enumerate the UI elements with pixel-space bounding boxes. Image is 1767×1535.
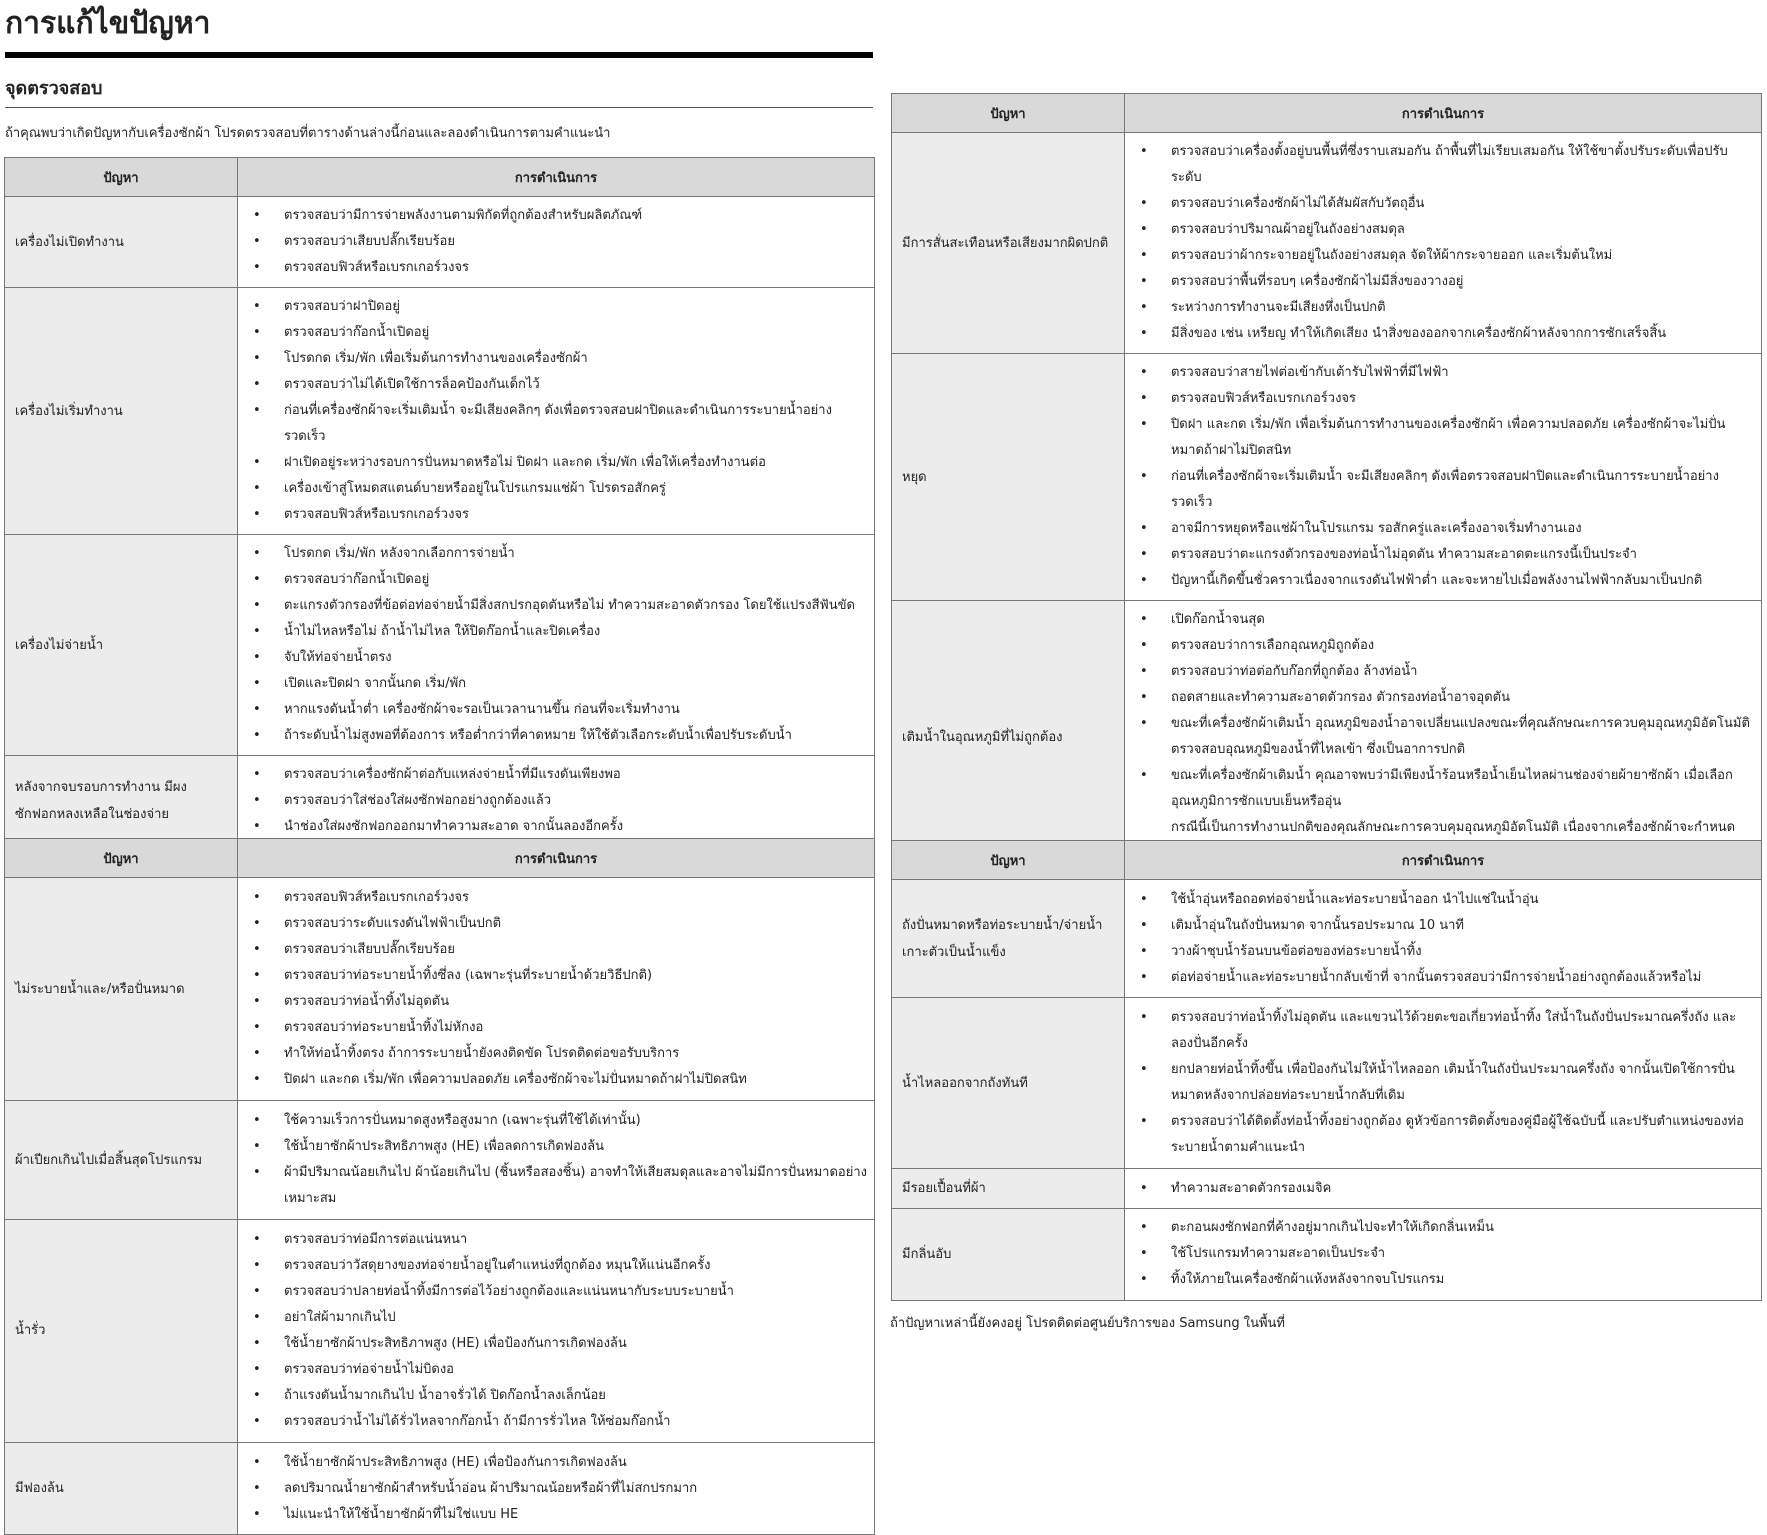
action-item: • น้ำไม่ไหลหรือไม่ ถ้าน้ำไม่ไหล ให้ปิดก๊อกน้ำและปิดเครื่อง [250,619,868,645]
table-row [892,998,1762,1169]
action-column-header: การดำเนินการ [238,839,875,878]
action-item: • เติมน้ำอุ่นในถังปั่นหมาด จากนั้นรอประมาณ 10 นาที [1137,913,1755,939]
problem-column-header: ปัญหา [5,839,238,878]
action-list [1137,1215,1755,1293]
action-item: • ใช้ความเร็วการปั่นหมาดสูงหรือสูงมาก (เฉพาะรุ่นที่ใช้ได้เท่านั้น) [250,1108,868,1134]
action-cell [1125,1169,1762,1208]
action-item: • ตรวจสอบว่าปลายท่อน้ำทิ้งมีการต่อไว้อย่างถูกต้องและแน่นหนากับระบบระบายน้ำ [250,1279,868,1305]
action-item: • จับให้ท่อจ่ายน้ำตรง [250,645,868,671]
table-header-row [5,158,875,197]
intro-text: ถ้าคุณพบว่าเกิดปัญหากับเครื่องซักผ้า โปรดตรวจสอบที่ตารางด้านล่างนี้ก่อนและลองดำเนินการตามคำแนะนำ [5,126,611,141]
action-cell [1125,998,1762,1169]
action-item: • ตรวจสอบว่าท่อต่อกับก๊อกที่ถูกต้อง ล้างท่อน้ำ [1137,659,1755,685]
action-item: • ตรวจสอบว่าใส่ช่องใส่ผงซักฟอกอย่างถูกต้องแล้ว [250,788,868,814]
action-item: • ตรวจสอบว่าเสียบปลั๊กเรียบร้อย [250,937,868,963]
action-item: • ตรวจสอบว่าผ้ากระจายอยู่ในถังอย่างสมดุล จัดให้ผ้ากระจายออก และเริ่มต้นใหม่ [1137,243,1755,269]
action-item: • อาจมีการหยุดหรือแช่ผ้าในโปรแกรม รอสักครู่และเครื่องอาจเริ่มทำงานเอง [1137,516,1755,542]
action-item: • ไม่แนะนำให้ใช้น้ำยาซักผ้าที่ไม่ใช่แบบ HE [250,1502,868,1528]
action-item: • เปิดและปิดฝา จากนั้นกด เริ่ม/พัก [250,671,868,697]
action-item: • ตรวจสอบว่าเครื่องตั้งอยู่บนพื้นที่ซึ่งราบเสมอกัน ถ้าพื้นที่ไม่เรียบเสมอกัน ให้ใช้ขาตั้งปรับระดับเพื่อปรับระดับ [1137,139,1755,191]
problem-cell: มีการสั่นสะเทือนหรือเสียงมากผิดปกติ [892,133,1125,354]
action-list [1137,360,1755,594]
problem-cell: ถังปั่นหมาดหรือท่อระบายน้ำ/จ่ายน้ำเกาะตัวเป็นน้ำแข็ง [892,880,1125,998]
action-item: • ตรวจสอบว่าสายไฟต่อเข้ากับเต้ารับไฟฟ้าที่มีไฟฟ้า [1137,360,1755,386]
action-column-header: การดำเนินการ [1125,94,1762,133]
table-row [892,880,1762,998]
problem-cell: เครื่องไม่เริ่มทำงาน [5,288,238,535]
table-row [5,197,875,288]
action-item: • ก่อนที่เครื่องซักผ้าจะเริ่มเติมน้ำ จะมีเสียงคลิกๆ ดังเพื่อตรวจสอบฝาปิดและดำเนินการระบายน้ำอย่างรวดเร็ว [1137,464,1755,516]
action-item: • ตรวจสอบฟิวส์หรือเบรกเกอร์วงจร [1137,386,1755,412]
action-column-header: การดำเนินการ [238,158,875,197]
action-item: • ตรวจสอบว่าปริมาณผ้าอยู่ในถังอย่างสมดุล [1137,217,1755,243]
action-item: • นำช่องใส่ผงซักฟอกออกมาทำความสะอาด จากนั้นลองอีกครั้ง [250,814,868,840]
action-item: • ตรวจสอบว่าท่อมีการต่อแน่นหนา [250,1227,868,1253]
action-item: • ทำให้ท่อน้ำทิ้งตรง ถ้าการระบายน้ำยังคงติดขัด โปรดติดต่อขอรับบริการ [250,1041,868,1067]
action-cell [1125,601,1762,874]
action-item: • ใช้โปรแกรมทำความสะอาดเป็นประจำ [1137,1241,1755,1267]
table-row [892,354,1762,601]
troubleshooting-table-1 [4,157,875,847]
action-item: • ยกปลายท่อน้ำทิ้งขึ้น เพื่อป้องกันไม่ให้น้ำไหลออก เติมน้ำในถังปั่นประมาณครึ่งถัง จากนั้นเปิดใช้การปั่นหมาดหลังจากปล่อยท่อระบายน้ำกลับที่เดิม [1137,1057,1755,1109]
troubleshooting-table-4 [891,840,1762,1301]
action-item: • ใช้น้ำยาซักผ้าประสิทธิภาพสูง (HE) เพื่อป้องกันการเกิดฟองล้น [250,1450,868,1476]
action-item: • ถ้าระดับน้ำไม่สูงพอที่ต้องการ หรือต่ำกว่าที่คาดหมาย ให้ใช้ตัวเลือกระดับน้ำเพื่อปรับระดับน้ำ [250,723,868,749]
action-cell [238,288,875,535]
problem-cell: เครื่องไม่เปิดทำงาน [5,197,238,288]
title-rule [5,52,873,58]
action-cell [238,878,875,1101]
table-row [892,1169,1762,1208]
action-item: • ก่อนที่เครื่องซักผ้าจะเริ่มเติมน้ำ จะมีเสียงคลิกๆ ดังเพื่อตรวจสอบฝาปิดและดำเนินการระบายน้ำอย่างรวดเร็ว [250,398,868,450]
problem-cell: มีรอยเปื้อนที่ผ้า [892,1169,1125,1208]
action-item: • ลดปริมาณน้ำยาซักผ้าสำหรับน้ำอ่อน ผ้าปริมาณน้อยหรือผ้าที่ไม่สกปรกมาก [250,1476,868,1502]
problem-cell: หยุด [892,354,1125,601]
action-item: • ปัญหานี้เกิดขึ้นชั่วคราวเนื่องจากแรงดันไฟฟ้าต่ำ และจะหายไปเมื่อพลังงานไฟฟ้ากลับมาเป็นปกติ [1137,568,1755,594]
action-item: • วางผ้าชุบน้ำร้อนบนข้อต่อของท่อระบายน้ำทิ้ง [1137,939,1755,965]
action-item: • ใช้น้ำอุ่นหรือถอดท่อจ่ายน้ำและท่อระบายน้ำออก นำไปแช่ในน้ำอุ่น [1137,887,1755,913]
action-cell [1125,880,1762,998]
table-row [5,535,875,756]
troubleshooting-table-2 [4,838,875,1535]
action-item: • ขณะที่เครื่องซักผ้าเติมน้ำ คุณอาจพบว่ามีเพียงน้ำร้อนหรือน้ำเย็นไหลผ่านช่องจ่ายผ้ายาซักผ้า เมื่อเลือกอุณหภูมิการซักแบบเย็นหรืออุ่น [1137,763,1755,815]
action-item: • ขณะที่เครื่องซักผ้าเติมน้ำ อุณหภูมิของน้ำอาจเปลี่ยนแปลงขณะที่คุณลักษณะการควบคุมอุณหภูมิอัตโนมัติตรวจสอบอุณหภูมิของน้ำที่ไหลเข้า ซึ่งเป็นอาการปกติ [1137,711,1755,763]
action-list [1137,1176,1755,1202]
problem-column-header: ปัญหา [892,94,1125,133]
action-item: • ตรวจสอบว่าท่อน้ำทิ้งไม่อุดตัน [250,989,868,1015]
action-item: • ตรวจสอบว่าเครื่องซักผ้าต่อกับแหล่งจ่ายน้ำที่มีแรงดันเพียงพอ [250,762,868,788]
table-row [5,1219,875,1442]
section-rule [5,107,873,108]
action-column-header: การดำเนินการ [1125,841,1762,880]
problem-cell: เติมน้ำในอุณหภูมิที่ไม่ถูกต้อง [892,601,1125,874]
action-item: • ตรวจสอบว่าวัสดุยางของท่อจ่ายน้ำอยู่ในตำแหน่งที่ถูกต้อง หมุนให้แน่นอีกครั้ง [250,1253,868,1279]
action-cell [238,756,875,847]
table-row [5,756,875,847]
problem-cell: เครื่องไม่จ่ายน้ำ [5,535,238,756]
action-list [1137,139,1755,347]
action-cell [238,1101,875,1219]
action-item: • ตรวจสอบว่ามีการจ่ายพลังงานตามพิกัดที่ถูกต้องสำหรับผลิตภัณฑ์ [250,203,868,229]
action-item: • มีสิ่งของ เช่น เหรียญ ทำให้เกิดเสียง นำสิ่งของออกจากเครื่องซักผ้าหลังจากการซักเสร็จสิ้น [1137,321,1755,347]
problem-cell: มีฟองล้น [5,1443,238,1535]
action-item: • ตรวจสอบว่าท่อระบายน้ำทิ้งไม่หักงอ [250,1015,868,1041]
action-item: • ตรวจสอบว่าก๊อกน้ำเปิดอยู่ [250,320,868,346]
action-item: • ใช้น้ำยาซักผ้าประสิทธิภาพสูง (HE) เพื่อลดการเกิดฟองล้น [250,1134,868,1160]
troubleshooting-table-3 [891,93,1762,874]
table-row [5,288,875,535]
table-header-row [892,841,1762,880]
action-list [250,762,868,840]
table-row [892,601,1762,874]
page-title: การแก้ไขปัญหา [5,6,211,41]
action-item: • ระหว่างการทำงานจะมีเสียงหึ่งเป็นปกติ [1137,295,1755,321]
action-item: • ตรวจสอบว่าก๊อกน้ำเปิดอยู่ [250,567,868,593]
action-list [250,1227,868,1435]
action-list [250,1450,868,1528]
action-item: • ตรวจสอบฟิวส์หรือเบรกเกอร์วงจร [250,885,868,911]
problem-column-header: ปัญหา [5,158,238,197]
action-item: • ตรวจสอบว่าฝาปิดอยู่ [250,294,868,320]
action-item: • ตรวจสอบว่าเสียบปลั๊กเรียบร้อย [250,229,868,255]
action-item: • ตรวจสอบว่าท่อระบายน้ำทิ้งซึ่ลง (เฉพาะรุ่นที่ระบายน้ำด้วยวิธีปกติ) [250,963,868,989]
action-item: • ถ้าแรงดันน้ำมากเกินไป น้ำอาจรั่วได้ ปิดก๊อกน้ำลงเล็กน้อย [250,1383,868,1409]
table-row [892,1208,1762,1300]
action-list [250,203,868,281]
action-item: • ทิ้งให้ภายในเครื่องซักผ้าแห้งหลังจากจบโปรแกรม [1137,1267,1755,1293]
action-item: • ตรวจสอบว่าระดับแรงดันไฟฟ้าเป็นปกติ [250,911,868,937]
action-item: • ตรวจสอบว่าเครื่องซักผ้าไม่ได้สัมผัสกับวัตถุอื่น [1137,191,1755,217]
problem-cell: น้ำไหลออกจากถังทันที [892,998,1125,1169]
action-item: • หากแรงดันน้ำต่ำ เครื่องซักผ้าจะรอเป็นเวลานานขึ้น ก่อนที่จะเริ่มทำงาน [250,697,868,723]
action-item: • โปรดกด เริ่ม/พัก เพื่อเริ่มต้นการทำงานของเครื่องซักผ้า [250,346,868,372]
table-row [5,878,875,1101]
problem-column-header: ปัญหา [892,841,1125,880]
footer-note: ถ้าปัญหาเหล่านี้ยังคงอยู่ โปรดติดต่อศูนย์บริการของ Samsung ในพื้นที่ [890,1316,1285,1331]
action-list [250,541,868,749]
table-header-row [5,839,875,878]
action-list [250,294,868,528]
action-item: • ปิดฝา และกด เริ่ม/พัก เพื่อความปลอดภัย เครื่องซักผ้าจะไม่ปั่นหมาดถ้าฝาไม่ปิดสนิท [250,1067,868,1093]
problem-cell: ผ้าเปียกเกินไปเมื่อสิ้นสุดโปรแกรม [5,1101,238,1219]
action-item: • ฝาเปิดอยู่ระหว่างรอบการปั่นหมาดหรือไม่ ปิดฝา และกด เริ่ม/พัก เพื่อให้เครื่องทำงานต่อ [250,450,868,476]
action-item: • ตะกอนผงซักฟอกที่ค้างอยู่มากเกินไปจะทำให้เกิดกลิ่นเหม็น [1137,1215,1755,1241]
action-item: • เปิดก๊อกน้ำจนสุด [1137,607,1755,633]
table-row [892,133,1762,354]
action-cell [238,197,875,288]
action-item: • ตรวจสอบว่าพื้นที่รอบๆ เครื่องซักผ้าไม่มีสิ่งของวางอยู่ [1137,269,1755,295]
action-item: • ใช้น้ำยาซักผ้าประสิทธิภาพสูง (HE) เพื่อป้องกันการเกิดฟองล้น [250,1331,868,1357]
table-row [5,1443,875,1535]
action-item: • อย่าใส่ผ้ามากเกินไป [250,1305,868,1331]
table-header-row [892,94,1762,133]
action-item: • ทำความสะอาดตัวกรองเมจิค [1137,1176,1755,1202]
action-item: • ตรวจสอบฟิวส์หรือเบรกเกอร์วงจร [250,502,868,528]
action-item: • ตะแกรงตัวกรองที่ข้อต่อท่อจ่ายน้ำมีสิ่งสกปรกอุดตันหรือไม่ ทำความสะอาดตัวกรอง โดยใช้แปรงสีฟันขัด [250,593,868,619]
action-item: • ตรวจสอบว่าได้ติดตั้งท่อน้ำทิ้งอย่างถูกต้อง ดูหัวข้อการติดตั้งของคู่มือผู้ใช้ฉบับนี้ และปรับตำแหน่งของท่อระบายน้ำตามคำแนะนำ [1137,1109,1755,1161]
action-item: • ตรวจสอบว่าท่อจ่ายน้ำไม่บิดงอ [250,1357,868,1383]
action-item: • ตรวจสอบว่าการเลือกอุณหภูมิถูกต้อง [1137,633,1755,659]
problem-cell: ไม่ระบายน้ำและ/หรือปั่นหมาด [5,878,238,1101]
action-item: • ตรวจสอบว่าตะแกรงตัวกรองของท่อน้ำไม่อุดตัน ทำความสะอาดตะแกรงนี้เป็นประจำ [1137,542,1755,568]
problem-cell: น้ำรั่ว [5,1219,238,1442]
action-cell [238,1443,875,1535]
action-list [1137,607,1755,815]
action-item: • ตรวจสอบว่าท่อน้ำทิ้งไม่อุดตัน และแขวนไว้ด้วยตะขอเกี่ยวท่อน้ำทิ้ง ใส่น้ำในถังปั่นประมาณครึ่งถัง และลองปั่นอีกครั้ง [1137,1005,1755,1057]
action-list [250,1108,868,1212]
action-list [250,885,868,1093]
action-item: • ต่อท่อจ่ายน้ำและท่อระบายน้ำกลับเข้าที่ จากนั้นตรวจสอบว่ามีการจ่ายน้ำอย่างถูกต้องแล้วหรือไม่ [1137,965,1755,991]
table-row [5,1101,875,1219]
action-cell [1125,354,1762,601]
action-item: • โปรดกด เริ่ม/พัก หลังจากเลือกการจ่ายน้ำ [250,541,868,567]
action-list [1137,1005,1755,1161]
action-note: กรณีนี้เป็นการทำงานปกติของคุณลักษณะการควบคุมอุณหภูมิอัตโนมัติ เนื่องจากเครื่องซักผ้าจะกำหนด [1171,820,1736,835]
action-cell [1125,1208,1762,1300]
action-item: • ผ้ามีปริมาณน้อยเกินไป ผ้าน้อยเกินไป (ชิ้นหรือสองชิ้น) อาจทำให้เสียสมดุลและอาจไม่มีการปั่นหมาดอย่างเหมาะสม [250,1160,868,1212]
action-list [1137,887,1755,991]
section-heading: จุดตรวจสอบ [5,78,103,99]
action-cell [238,535,875,756]
action-item: • ปิดฝา และกด เริ่ม/พัก เพื่อเริ่มต้นการทำงานของเครื่องซักผ้า เพื่อความปลอดภัย เครื่องซักผ้าจะไม่ปั่นหมาดถ้าฝาไม่ปิดสนิท [1137,412,1755,464]
action-item: • ตรวจสอบฟิวส์หรือเบรกเกอร์วงจร [250,255,868,281]
action-cell [1125,133,1762,354]
action-item: • ตรวจสอบว่าน้ำไม่ได้รั่วไหลจากก๊อกน้ำ ถ้ามีการรั่วไหล ให้ซ่อมก๊อกน้ำ [250,1409,868,1435]
problem-cell: หลังจากจบรอบการทำงาน มีผงซักฟอกหลงเหลือในช่องจ่าย [5,756,238,847]
action-item: • ถอดสายและทำความสะอาดตัวกรอง ตัวกรองท่อน้ำอาจอุดตัน [1137,685,1755,711]
problem-cell: มีกลิ่นอับ [892,1208,1125,1300]
action-item: • เครื่องเข้าสู่โหมดสแตนด์บายหรืออยู่ในโปรแกรมแช่ผ้า โปรดรอสักครู่ [250,476,868,502]
action-item: • ตรวจสอบว่าไม่ได้เปิดใช้การล็อคป้องกันเด็กไว้ [250,372,868,398]
action-cell [238,1219,875,1442]
